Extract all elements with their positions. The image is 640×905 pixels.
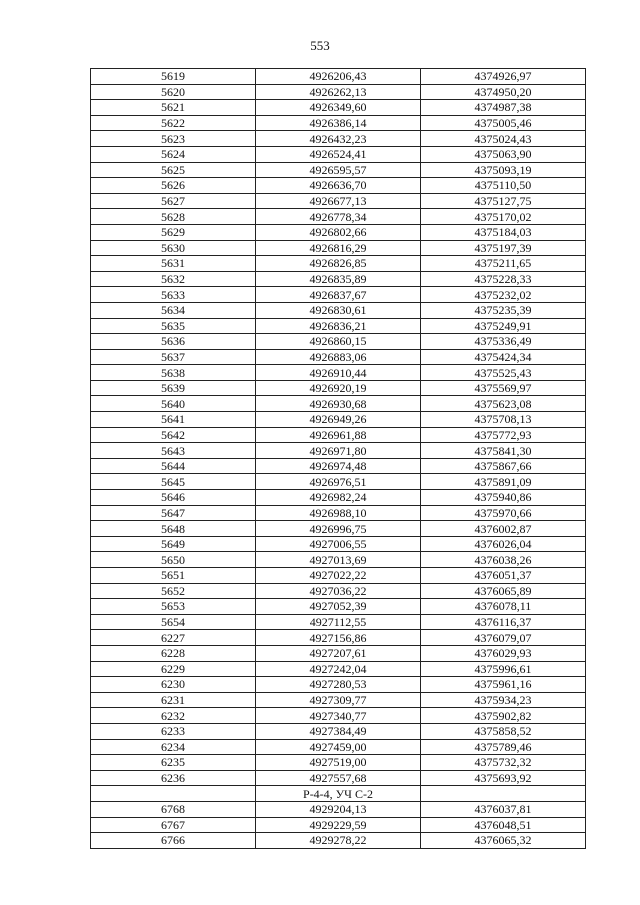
y-coordinate-cell: 4375961,16 [421,677,586,693]
table-row [91,630,586,646]
table-row [91,84,586,100]
point-number-cell: 6767 [91,817,256,833]
y-coordinate-cell: 4376078,11 [421,599,586,615]
point-number-cell: 5647 [91,505,256,521]
section-row [91,786,586,802]
y-coordinate-cell: 4375063,90 [421,146,586,162]
table-row [91,692,586,708]
point-number-cell: 6766 [91,833,256,849]
y-coordinate-cell: 4375170,02 [421,209,586,225]
y-coordinate-cell: 4375732,32 [421,755,586,771]
x-coordinate-cell: 4926595,57 [256,162,421,178]
point-number-cell: 6231 [91,692,256,708]
y-coordinate-cell: 4375197,39 [421,240,586,256]
y-coordinate-cell: 4374987,38 [421,100,586,116]
x-coordinate-cell: 4926883,06 [256,349,421,365]
y-coordinate-cell: 4375184,03 [421,224,586,240]
table-row [91,365,586,381]
point-number-cell: 5636 [91,334,256,350]
y-coordinate-cell: 4376002,87 [421,521,586,537]
point-number-cell: 6230 [91,677,256,693]
y-coordinate-cell: 4375934,23 [421,692,586,708]
table-row [91,271,586,287]
table-row [91,193,586,209]
table-section [91,786,586,802]
x-coordinate-cell: 4926836,21 [256,318,421,334]
y-coordinate-cell: 4375228,33 [421,271,586,287]
x-coordinate-cell: 4926636,70 [256,178,421,194]
table-row [91,755,586,771]
table-row [91,162,586,178]
point-number-cell: 5625 [91,162,256,178]
x-coordinate-cell: 4926206,43 [256,69,421,85]
y-coordinate-cell: 4376065,89 [421,583,586,599]
table-row [91,458,586,474]
y-coordinate-cell: 4376065,32 [421,833,586,849]
table-row [91,552,586,568]
x-coordinate-cell: 4926835,89 [256,271,421,287]
x-coordinate-cell: 4926920,19 [256,380,421,396]
point-number-cell: 6768 [91,801,256,817]
x-coordinate-cell: 4926826,85 [256,256,421,272]
point-number-cell: 6229 [91,661,256,677]
x-coordinate-cell: 4927207,61 [256,645,421,661]
point-number-cell: 5642 [91,427,256,443]
x-coordinate-cell: 4926262,13 [256,84,421,100]
point-number-cell: 6232 [91,708,256,724]
y-coordinate-cell: 4375772,93 [421,427,586,443]
table-body-section [91,801,586,848]
table-row [91,287,586,303]
point-number-cell: 5633 [91,287,256,303]
y-coordinate-cell: 4376048,51 [421,817,586,833]
y-coordinate-cell: 4375235,39 [421,302,586,318]
table-row [91,599,586,615]
y-coordinate-cell: 4375127,75 [421,193,586,209]
y-coordinate-cell: 4375708,13 [421,412,586,428]
point-number-cell: 5631 [91,256,256,272]
point-number-cell: 6233 [91,723,256,739]
table-row [91,521,586,537]
coordinates-table [90,68,586,849]
x-coordinate-cell: 4927013,69 [256,552,421,568]
x-coordinate-cell: 4927309,77 [256,692,421,708]
table-row [91,583,586,599]
x-coordinate-cell: 4929278,22 [256,833,421,849]
table-row [91,100,586,116]
y-coordinate-cell: 4375693,92 [421,770,586,786]
table-row [91,224,586,240]
x-coordinate-cell: 4926910,44 [256,365,421,381]
point-number-cell: 5651 [91,568,256,584]
table-row [91,178,586,194]
y-coordinate-cell: 4375970,66 [421,505,586,521]
table-row [91,318,586,334]
table-body-main [91,69,586,786]
x-coordinate-cell: 4926816,29 [256,240,421,256]
y-coordinate-cell: 4375841,30 [421,443,586,459]
y-coordinate-cell: 4375623,08 [421,396,586,412]
table-row [91,833,586,849]
x-coordinate-cell: 4927052,39 [256,599,421,615]
point-number-cell: 5630 [91,240,256,256]
y-coordinate-cell: 4374926,97 [421,69,586,85]
x-coordinate-cell: 4926349,60 [256,100,421,116]
point-number-cell: 6236 [91,770,256,786]
y-coordinate-cell: 4375902,82 [421,708,586,724]
y-coordinate-cell: 4375569,97 [421,380,586,396]
point-number-cell: 5632 [91,271,256,287]
point-number-cell: 5627 [91,193,256,209]
table-row [91,770,586,786]
table-row [91,427,586,443]
table-row [91,568,586,584]
table-row [91,739,586,755]
table-row [91,302,586,318]
table-row [91,412,586,428]
y-coordinate-cell: 4376026,04 [421,536,586,552]
table-row [91,69,586,85]
y-coordinate-cell: 4376029,93 [421,645,586,661]
y-coordinate-cell: 4375789,46 [421,739,586,755]
point-number-cell: 5638 [91,365,256,381]
x-coordinate-cell: 4927006,55 [256,536,421,552]
point-number-cell: 5652 [91,583,256,599]
x-coordinate-cell: 4927022,22 [256,568,421,584]
table-row [91,240,586,256]
point-number-cell: 6227 [91,630,256,646]
point-number-cell: 5619 [91,69,256,85]
table-row [91,443,586,459]
point-number-cell: 5634 [91,302,256,318]
x-coordinate-cell: 4926996,75 [256,521,421,537]
y-coordinate-cell: 4376051,37 [421,568,586,584]
x-coordinate-cell: 4929229,59 [256,817,421,833]
x-coordinate-cell: 4926830,61 [256,302,421,318]
y-coordinate-cell: 4375249,91 [421,318,586,334]
table-row [91,380,586,396]
x-coordinate-cell: 4926432,23 [256,131,421,147]
table-row [91,115,586,131]
table-row [91,209,586,225]
point-number-cell: 6235 [91,755,256,771]
x-coordinate-cell: 4927384,49 [256,723,421,739]
y-coordinate-cell: 4375525,43 [421,365,586,381]
table-row [91,490,586,506]
table-row [91,614,586,630]
table-row [91,146,586,162]
point-number-cell: 5620 [91,84,256,100]
x-coordinate-cell: 4927280,53 [256,677,421,693]
point-number-cell: 5654 [91,614,256,630]
y-coordinate-cell: 4375211,65 [421,256,586,272]
x-coordinate-cell: 4926677,13 [256,193,421,209]
x-coordinate-cell: 4926860,15 [256,334,421,350]
table-row [91,256,586,272]
section-label: Р-4-4, УЧ С-2 [256,786,421,802]
point-number-cell: 5629 [91,224,256,240]
point-number-cell: 5641 [91,412,256,428]
y-coordinate-cell: 4375110,50 [421,178,586,194]
x-coordinate-cell: 4926386,14 [256,115,421,131]
table-row [91,131,586,147]
point-number-cell: 6234 [91,739,256,755]
table-row [91,723,586,739]
table-row [91,396,586,412]
table-row [91,349,586,365]
point-number-cell: 5650 [91,552,256,568]
point-number-cell: 5626 [91,178,256,194]
table-row [91,677,586,693]
x-coordinate-cell: 4926982,24 [256,490,421,506]
table-row [91,661,586,677]
x-coordinate-cell: 4927459,00 [256,739,421,755]
x-coordinate-cell: 4927340,77 [256,708,421,724]
x-coordinate-cell: 4926949,26 [256,412,421,428]
x-coordinate-cell: 4926976,51 [256,474,421,490]
y-coordinate-cell: 4375424,34 [421,349,586,365]
x-coordinate-cell: 4926837,67 [256,287,421,303]
table-row [91,334,586,350]
table-row [91,536,586,552]
x-coordinate-cell: 4926974,48 [256,458,421,474]
point-number-cell: 5624 [91,146,256,162]
point-number-cell: 5621 [91,100,256,116]
x-coordinate-cell: 4927036,22 [256,583,421,599]
y-coordinate-cell: 4376037,81 [421,801,586,817]
table-row [91,801,586,817]
point-number-cell: 5639 [91,380,256,396]
x-coordinate-cell: 4927242,04 [256,661,421,677]
x-coordinate-cell: 4926802,66 [256,224,421,240]
point-number-cell: 6228 [91,645,256,661]
point-number-cell: 5649 [91,536,256,552]
x-coordinate-cell: 4929204,13 [256,801,421,817]
y-coordinate-cell: 4376038,26 [421,552,586,568]
y-coordinate-cell: 4375940,86 [421,490,586,506]
point-number-cell: 5646 [91,490,256,506]
x-coordinate-cell: 4926961,88 [256,427,421,443]
y-coordinate-cell: 4375024,43 [421,131,586,147]
point-number-cell: 5640 [91,396,256,412]
point-number-cell: 5628 [91,209,256,225]
point-number-cell: 5622 [91,115,256,131]
point-number-cell: 5623 [91,131,256,147]
point-number-cell: 5645 [91,474,256,490]
point-number-cell: 5653 [91,599,256,615]
y-coordinate-cell: 4374950,20 [421,84,586,100]
x-coordinate-cell: 4927156,86 [256,630,421,646]
y-coordinate-cell: 4375093,19 [421,162,586,178]
y-coordinate-cell: 4375005,46 [421,115,586,131]
point-number-cell: 5635 [91,318,256,334]
x-coordinate-cell: 4927519,00 [256,755,421,771]
x-coordinate-cell: 4926524,41 [256,146,421,162]
table-row [91,817,586,833]
x-coordinate-cell: 4926778,34 [256,209,421,225]
x-coordinate-cell: 4926988,10 [256,505,421,521]
table-row [91,645,586,661]
point-number-cell: 5637 [91,349,256,365]
y-coordinate-cell: 4375867,66 [421,458,586,474]
y-coordinate-cell: 4375232,02 [421,287,586,303]
y-coordinate-cell: 4375858,52 [421,723,586,739]
point-number-cell: 5648 [91,521,256,537]
y-coordinate-cell: 4375336,49 [421,334,586,350]
page-number: 553 [310,38,330,53]
y-coordinate-cell: 4376079,07 [421,630,586,646]
table-row [91,474,586,490]
x-coordinate-cell: 4926971,80 [256,443,421,459]
point-number-cell: 5643 [91,443,256,459]
point-number-cell: 5644 [91,458,256,474]
y-coordinate-cell: 4375996,61 [421,661,586,677]
table-row [91,505,586,521]
y-coordinate-cell: 4376116,37 [421,614,586,630]
table-row [91,708,586,724]
y-coordinate-cell: 4375891,09 [421,474,586,490]
x-coordinate-cell: 4927557,68 [256,770,421,786]
x-coordinate-cell: 4927112,55 [256,614,421,630]
x-coordinate-cell: 4926930,68 [256,396,421,412]
